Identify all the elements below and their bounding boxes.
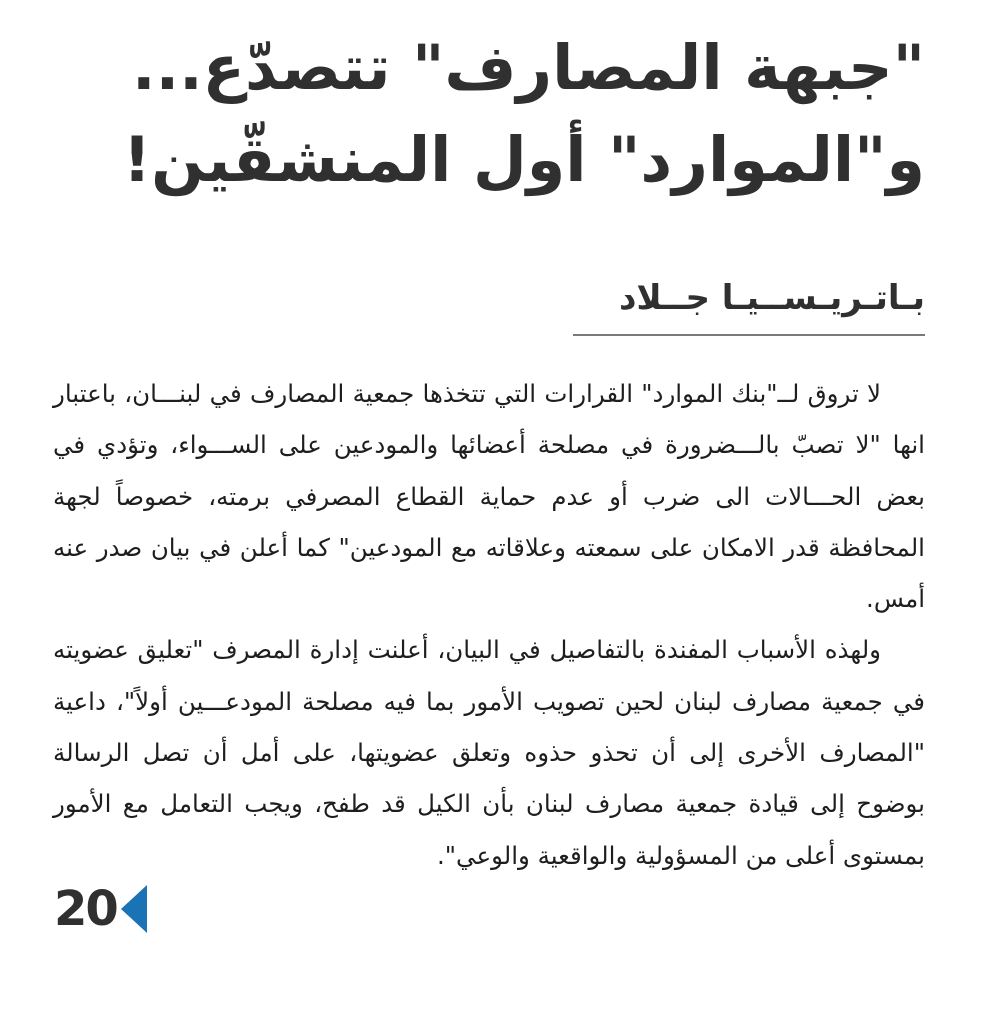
headline-line-2: و"الموارد" أول المنشقّين! bbox=[122, 123, 925, 196]
headline bbox=[45, 22, 925, 206]
triangle-left-icon bbox=[121, 885, 147, 933]
article-paragraph-1: لا تروق لــ"بنك الموارد" القرارات التي تتخذها جمعية المصارف في لبنـــان، باعتبار انها "لا تصبّ بالـــضرورة في مصلحة أعضائها والمودعين على الســـواء، وتؤدي في بعض الحـــالات الى ضرب أو عدم حماية القطاع المصرفي برمته، خصوصاً لجهة المحافظة قدر الامكان على سمعته وعلاقاته مع المودعين" كما أعلن في بيان صدر عنه أمس. bbox=[53, 379, 925, 614]
page-marker bbox=[54, 880, 147, 938]
article-paragraph-2: ولهذه الأسباب المفندة بالتفاصيل في البيان، أعلنت إدارة المصرف "تعليق عضويته في جمعية مصارف لبنان لحين تصويب الأمور بما فيه مصلحة المودعـــين أولاً"، داعية "المصارف الأخرى إلى أن تحذو حذوه وتعلق عضويتها، على أمل أن تصل الرسالة بوضوح إلى قيادة جمعية مصارف لبنان بأن الكيل قد طفح، ويجب التعامل مع الأمور بمستوى أعلى من المسؤولية والواقعية والوعي". bbox=[53, 635, 925, 870]
page-number: 20 bbox=[54, 881, 117, 937]
author-byline: بـاتـريـســيـا جــلاد bbox=[573, 268, 925, 336]
article-body bbox=[53, 368, 925, 881]
headline-line-1: "جبهة المصارف" تتصدّع... bbox=[132, 31, 925, 104]
